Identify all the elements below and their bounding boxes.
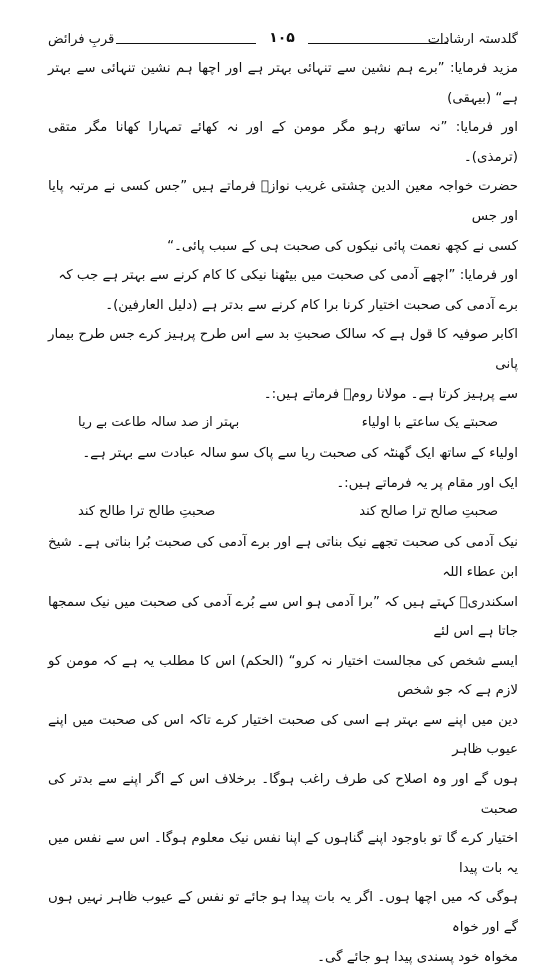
text-line: سے پرہیز کرتا ہے۔ مولانا رومؒ فرماتے ہیں:۔ bbox=[263, 386, 518, 402]
text-line: اور فرمایا: ”نہ ساتھ رہو مگر مومن کے اور نہ کھائے تمہارا کھانا مگر متقی (ترمذی)۔ bbox=[48, 120, 518, 165]
persian-verse-1 bbox=[48, 409, 518, 439]
book-page bbox=[48, 30, 518, 965]
text-line: ایک اور مقام پر یہ فرماتے ہیں:۔ bbox=[336, 475, 518, 491]
text-line: دین میں اپنے سے بہتر ہے اسی کی صحبت اختیار کرے تاکہ اس کی صحبت میں اپنے عیوب ظاہر bbox=[48, 712, 518, 758]
verse-hemistich-left: صحبتے یک ساعتے با اولیاء bbox=[361, 415, 498, 431]
text-line: ہوں گے اور وہ اصلاح کی طرف راغب ہوگا۔ برخلاف اس کے اگر اپنے سے بدتر کی صحبت bbox=[48, 772, 518, 817]
text-line: اور فرمایا: ”اچھے آدمی کی صحبت میں بیٹھنا نیکی کا کام کرنے سے بہتر ہے جب کہ bbox=[58, 268, 518, 284]
text-line: اکابر صوفیہ کا قول ہے کہ سالک صحبتِ بد سے اس طرح پرہیز کرے جس طرح بیمار پانی bbox=[48, 327, 518, 372]
text-line: اسکندریؒ کہتے ہیں کہ ”برا آدمی ہو اس سے بُرے آدمی کی صحبت میں نیک سمجھا جاتا ہے اس لئے bbox=[48, 594, 518, 640]
book-title: گلدستہ ارشادات bbox=[427, 32, 518, 47]
section-title: قربِ فرائض bbox=[48, 32, 115, 47]
persian-verse-2 bbox=[48, 498, 518, 528]
text-line: حضرت خواجہ معین الدین چشتی غریب نوازؒ فرماتے ہیں ”جس کسی نے مرتبہ پایا اور جس bbox=[48, 179, 518, 224]
page-body bbox=[48, 54, 518, 972]
text-line: مخواہ خود پسندی پیدا ہو جائے گی۔ bbox=[317, 949, 518, 965]
page-header bbox=[48, 30, 518, 56]
page-number: ۱۰۵ bbox=[269, 30, 295, 46]
text-line: برے آدمی کی صحبت اختیار کرنا برا کام کرنے سے بدتر ہے (دلیل العارفین)۔ bbox=[105, 297, 518, 313]
text-line: نیک آدمی کی صحبت تجھے نیک بناتی ہے اور برے آدمی کی صحبت بُرا بناتی ہے۔ شیخ ابن عطاء اللہ bbox=[48, 535, 518, 580]
text-line: مزید فرمایا: ”برے ہم نشین سے تنہائی بہتر ہے اور اچھا ہم نشین تنہائی سے بہتر ہے“ (بیہقی) bbox=[48, 61, 518, 106]
text-line: اولیاء کے ساتھ ایک گھنٹہ کی صحبت ریا سے پاک سو سالہ عبادت سے بہتر ہے۔ bbox=[82, 446, 518, 462]
text-line: ایسے شخص کی مجالست اختیار نہ کرو“ (الحکم) اس کا مطلب یہ ہے کہ مومن کو لازم ہے کہ جو شخص bbox=[48, 653, 518, 699]
verse-hemistich-left: صحبتِ صالح ترا صالح کند bbox=[359, 504, 498, 520]
header-rule-right bbox=[308, 43, 448, 44]
text-line: ہوگی کہ میں اچھا ہوں۔ اگر یہ بات پیدا ہو جائے تو نفس کے عیوب ظاہر نہیں ہوں گے اور خواہ bbox=[48, 890, 518, 936]
header-rule-left bbox=[116, 43, 256, 44]
verse-hemistich-right: بہتر از صد سالہ طاعت بے ریا bbox=[78, 415, 240, 431]
text-line: کسی نے کچھ نعمت پائی نیکوں کی صحبت ہی کے سبب پائی۔“ bbox=[167, 238, 518, 254]
text-line: اختیار کرے گا تو باوجود اپنے گناہوں کے اپنا نفس نیک معلوم ہوگا۔ اس سے نفس میں یہ بات پیدا bbox=[48, 831, 518, 876]
verse-hemistich-right: صحبتِ طالح ترا طالح کند bbox=[78, 504, 216, 520]
